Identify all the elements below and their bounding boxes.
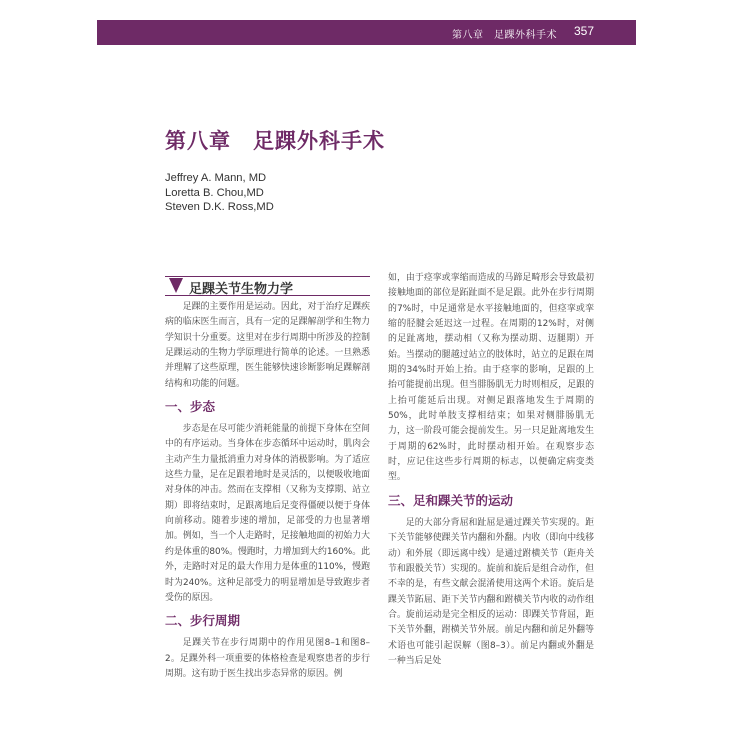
page-number: 357 xyxy=(574,24,595,38)
chapter-title: 第八章 足踝外科手术 xyxy=(165,129,385,153)
subsection-heading-gait-cycle: 二、步行周期 xyxy=(165,613,241,629)
continued-paragraph: 如，由于痉挛或挛缩而造成的马蹄足畸形会导致最初接触地面的部位是跖趾面不是足跟。此外在步行周期的7%时，中足通常是水平接触地面的，但痉挛或挛缩的胫腱会延迟这一过程。在周期的12%时，对侧的足趾离地，摆动相（又称为摆动期、迈腿期）开始。当摆动的腿越过站立的肢体时，站立的足跟在周期的34%时开始上抬。由于痉挛的影响，足跟的上抬可能提前出现。但当腓肠肌无力时则相反，足跟的上抬可能延后出现。对侧足跟落地发生于周期的50%，此时单肢支撑相结束；如果对侧腓肠肌无力，这一阶段可能会提前发生。另一只足趾离地发生于周期的62%时，此时摆动相开始。在观察步态时，应记住这些步行周期的标志，以便确定病变类型。 xyxy=(388,273,594,483)
author-name: Jeffrey A. Mann, MD xyxy=(165,172,267,184)
author-list xyxy=(165,171,274,215)
subsection-heading-gait: 一、步态 xyxy=(165,399,216,415)
author-name: Steven D.K. Ross,MD xyxy=(165,201,274,213)
motion-paragraph: 足的大部分背屈和趾屈是通过踝关节实现的。距下关节能够使踝关节内翻和外翻。内收（即向中线移动）和外展（即远离中线）是通过跗横关节（距舟关节和跟骰关节）实现的。旋前和旋后是组合动作，但不幸的是，有些文献会混淆使用这两个术语。旋后是踝关节跖屈、距下关节内翻和跗横关节内收的动作组合。旋前运动是完全相反的运动：即踝关节背屈，距下关节外翻，跗横关节外展。前足内翻和前足外翻等术语也可能引起误解（图8–3）。前足内翻或外翻是一种当后足处 xyxy=(388,517,594,666)
intro-paragraph: 足踝的主要作用是运动。因此，对于治疗足踝疾病的临床医生而言，具有一定的足踝解剖学和生物力学知识十分重要。这里对在步行周期中所涉及的控制足踝运动的生物力学原理进行简单的论述。一旦熟悉并理解了这些原理，医生能够快速诊断影响足踝解剖结构和功能的问题。 xyxy=(165,302,370,389)
gait-paragraph: 步态是在尽可能少消耗能量的前提下身体在空间中的有序运动。当身体在步态循环中运动时，肌肉会主动产生力量抵消重力对身体的消极影响。为了适应这些力量，足在足跟着地时是灵活的，以便吸收地面对身体的冲击。然而在支撑相（又称为支撑期、站立期）即将结束时，足跟离地后足变得僵硬以便于身体向前移动。随着步速的增加，足部受的力也显著增加。例如，当一个人走路时，足接触地面的初始力大约是体重的80%。慢跑时，力增加到大约160%。此外，走路时对足的最大作用力是体重的110%，慢跑时为240%。这种足部受力的明显增加是导致跑步者受伤的原因。 xyxy=(165,424,370,603)
section-title: 足踝关节生物力学 xyxy=(189,282,294,297)
running-header-chapter: 第八章 足踝外科手术 xyxy=(452,30,557,41)
author-name: Loretta B. Chou,MD xyxy=(165,186,264,199)
right-column xyxy=(388,271,594,669)
subsection-heading-motion: 三、足和踝关节的运动 xyxy=(388,492,514,508)
left-column xyxy=(165,300,370,682)
section-heading-box xyxy=(165,276,370,296)
gait-cycle-paragraph: 足踝关节在步行周期中的作用见图8–1和图8–2。足踝外科一项重要的体格检查是观察患者的步行周期。这有助于医生找出步态异常的原因。例 xyxy=(165,638,370,679)
triangle-marker-icon xyxy=(169,278,183,293)
